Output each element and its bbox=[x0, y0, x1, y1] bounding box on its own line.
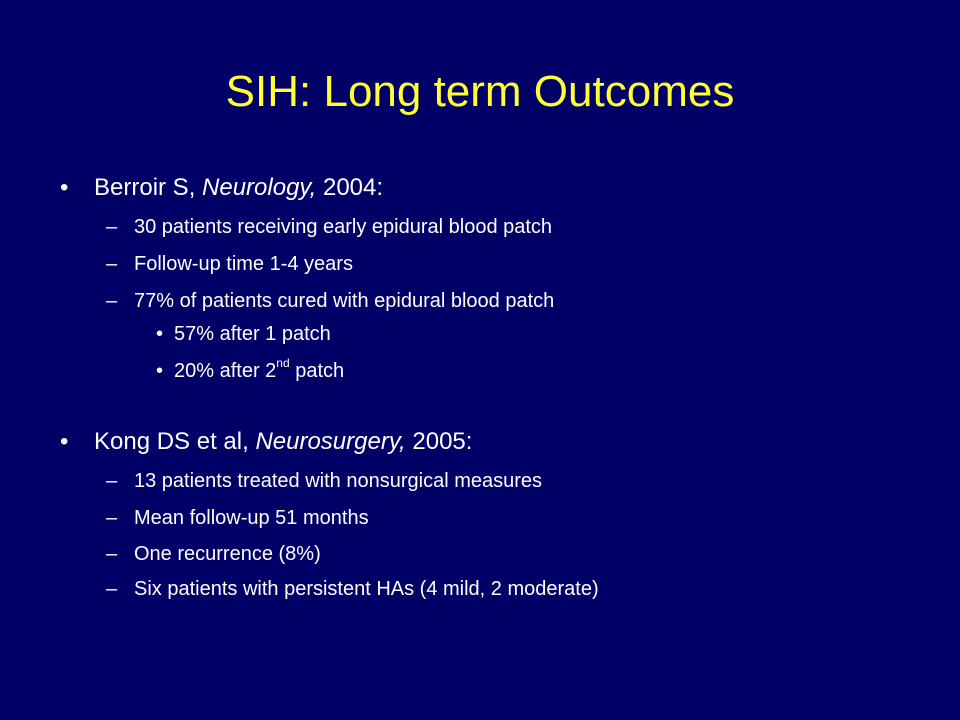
dash-marker: – bbox=[106, 507, 118, 529]
item-text: One recurrence (8%) bbox=[134, 543, 321, 565]
reference-2-author: Kong DS et al, bbox=[94, 428, 256, 455]
ordinal-superscript: nd bbox=[276, 356, 290, 371]
bullet-marker: • bbox=[156, 360, 164, 382]
dash-marker: – bbox=[106, 470, 118, 492]
subitem-text: 57% after 1 patch bbox=[174, 323, 331, 345]
bullet-marker: • bbox=[60, 428, 69, 455]
item-text: 77% of patients cured with epidural blood patch bbox=[134, 290, 555, 312]
bullet-marker: • bbox=[156, 323, 164, 345]
reference-2-journal: Neurosurgery, bbox=[255, 428, 406, 455]
subitem-text bbox=[174, 356, 345, 383]
dash-marker: – bbox=[106, 253, 118, 275]
bullet-marker: • bbox=[60, 174, 69, 201]
item-text: 13 patients treated with nonsurgical measures bbox=[134, 470, 543, 492]
dash-marker: – bbox=[106, 543, 118, 565]
dash-marker: – bbox=[106, 216, 118, 238]
dash-marker: – bbox=[106, 578, 118, 600]
reference-2-year: 2005: bbox=[405, 428, 473, 455]
item-text: Mean follow-up 51 months bbox=[134, 507, 369, 529]
reference-1-citation bbox=[94, 174, 383, 202]
slide-title: SIH: Long term Outcomes bbox=[225, 67, 735, 116]
dash-marker: – bbox=[106, 290, 118, 312]
subitem-text-pre: 20% after 2 bbox=[174, 360, 277, 382]
reference-1-author: Berroir S, bbox=[94, 174, 203, 201]
item-text: Follow-up time 1-4 years bbox=[134, 253, 353, 275]
reference-2-citation bbox=[94, 428, 472, 456]
item-text: Six patients with persistent HAs (4 mild, 2 moderate) bbox=[134, 578, 599, 600]
reference-1-year: 2004: bbox=[316, 174, 384, 201]
subitem-text-post: patch bbox=[289, 360, 345, 382]
item-text: 30 patients receiving early epidural blood patch bbox=[134, 216, 553, 238]
reference-1-journal: Neurology, bbox=[202, 174, 317, 201]
